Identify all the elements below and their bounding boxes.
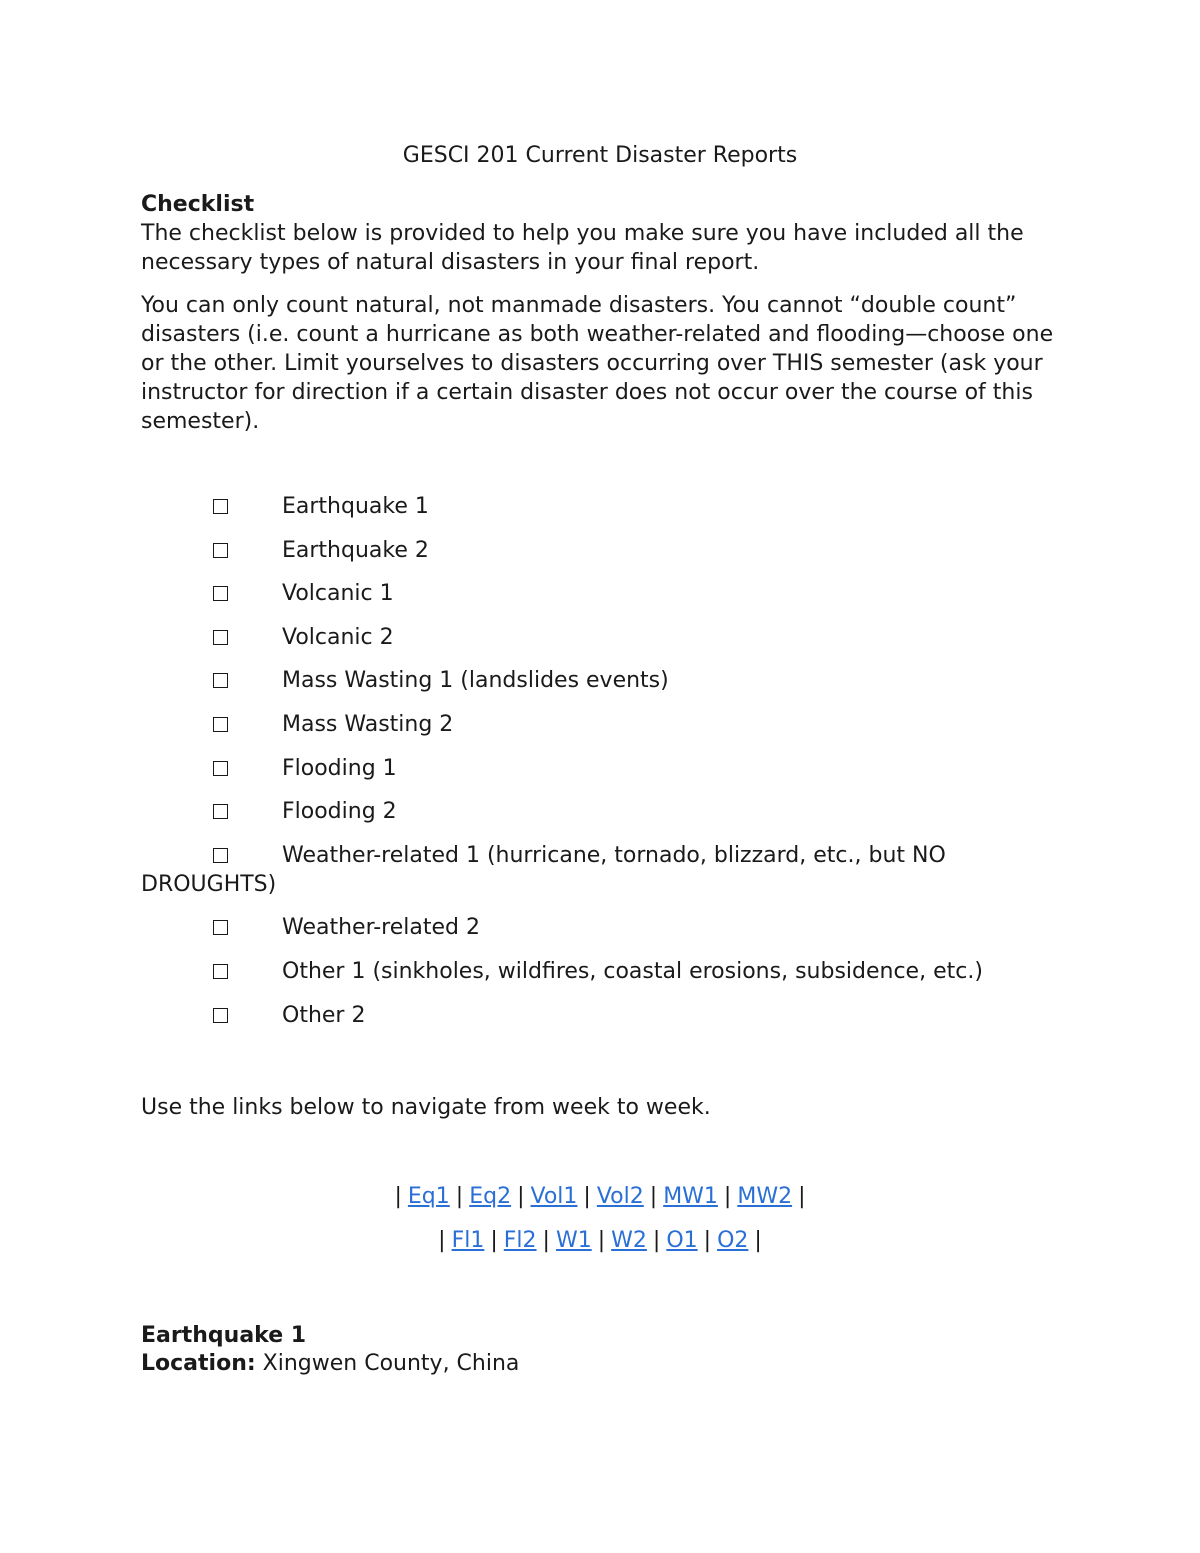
checkbox-icon[interactable]	[213, 499, 228, 514]
checklist-item-other-2[interactable]: Other 2	[141, 1001, 1071, 1030]
nav-link-eq1[interactable]: Eq1	[407, 1184, 450, 1209]
checklist-item-mass-wasting-1[interactable]: Mass Wasting 1 (landslides events)	[141, 666, 1071, 695]
checklist-item-volcanic-1[interactable]: Volcanic 1	[141, 579, 1071, 608]
checkbox-icon[interactable]	[213, 761, 228, 776]
checkbox-icon[interactable]	[213, 543, 228, 558]
checkbox-icon[interactable]	[213, 717, 228, 732]
checklist-item-weather-related-2[interactable]: Weather-related 2	[141, 913, 1071, 942]
section-heading-earthquake-1: Earthquake 1	[141, 1323, 307, 1348]
nav-link-mw2[interactable]: MW2	[737, 1184, 793, 1209]
nav-links-row-1: | Eq1 | Eq2 | Vol1 | Vol2 | MW1 | MW2 |	[394, 1184, 806, 1209]
checklist-item-flooding-1[interactable]: Flooding 1	[141, 754, 1071, 783]
document-title: GESCI 201 Current Disaster Reports	[402, 143, 798, 168]
intro-paragraph: The checklist below is provided to help you make sure you have included all the necessary types of natural disasters in your final report.	[141, 221, 1024, 275]
checkbox-icon[interactable]	[213, 673, 228, 688]
checkbox-icon[interactable]	[213, 920, 228, 935]
nav-link-vol1[interactable]: Vol1	[530, 1184, 578, 1209]
location-label: Location:	[141, 1351, 256, 1376]
rules-paragraph: You can only count natural, not manmade disasters. You cannot “double count” disasters (i.e. count a hurricane as both weather-related and flooding—choose one or the other. Limit yourselves to disasters occurring over THIS semester (ask your instructor for direction if a certain disaster does not occur over the course of this semester).	[141, 293, 1054, 434]
checkbox-icon[interactable]	[213, 964, 228, 979]
checklist-item-volcanic-2[interactable]: Volcanic 2	[141, 623, 1071, 652]
disaster-checklist	[141, 492, 1071, 1044]
location-value: Xingwen County, China	[262, 1351, 520, 1376]
checkbox-icon[interactable]	[213, 848, 228, 863]
nav-link-vol2[interactable]: Vol2	[596, 1184, 644, 1209]
location-line	[141, 1350, 519, 1378]
checkbox-icon[interactable]	[213, 630, 228, 645]
nav-links-row-2: | Fl1 | Fl2 | W1 | W2 | O1 | O2 |	[438, 1228, 762, 1253]
nav-link-fl2[interactable]: Fl2	[503, 1228, 537, 1253]
nav-link-w2[interactable]: W2	[611, 1228, 647, 1253]
checklist-item-earthquake-1[interactable]: Earthquake 1	[141, 492, 1071, 521]
nav-link-mw1[interactable]: MW1	[663, 1184, 718, 1209]
checklist-heading: Checklist	[141, 192, 255, 217]
nav-link-eq2[interactable]: Eq2	[469, 1184, 512, 1209]
checklist-item-mass-wasting-2[interactable]: Mass Wasting 2	[141, 710, 1071, 739]
nav-link-o2[interactable]: O2	[717, 1228, 749, 1253]
checklist-item-weather-related-1[interactable]: Weather-related 1 (hurricane, tornado, blizzard, etc., but NO DROUGHTS)	[141, 842, 946, 897]
checkbox-icon[interactable]	[213, 586, 228, 601]
nav-link-w1[interactable]: W1	[555, 1228, 592, 1253]
checklist-item-earthquake-2[interactable]: Earthquake 2	[141, 536, 1071, 565]
checkbox-icon[interactable]	[213, 1008, 228, 1023]
nav-link-o1[interactable]: O1	[666, 1228, 698, 1253]
checklist-item-flooding-2[interactable]: Flooding 2	[141, 797, 1071, 826]
nav-link-fl1[interactable]: Fl1	[451, 1228, 485, 1253]
nav-instruction: Use the links below to navigate from week to week.	[141, 1095, 711, 1120]
checkbox-icon[interactable]	[213, 804, 228, 819]
checklist-item-other-1[interactable]: Other 1 (sinkholes, wildfires, coastal erosions, subsidence, etc.)	[141, 957, 1071, 986]
